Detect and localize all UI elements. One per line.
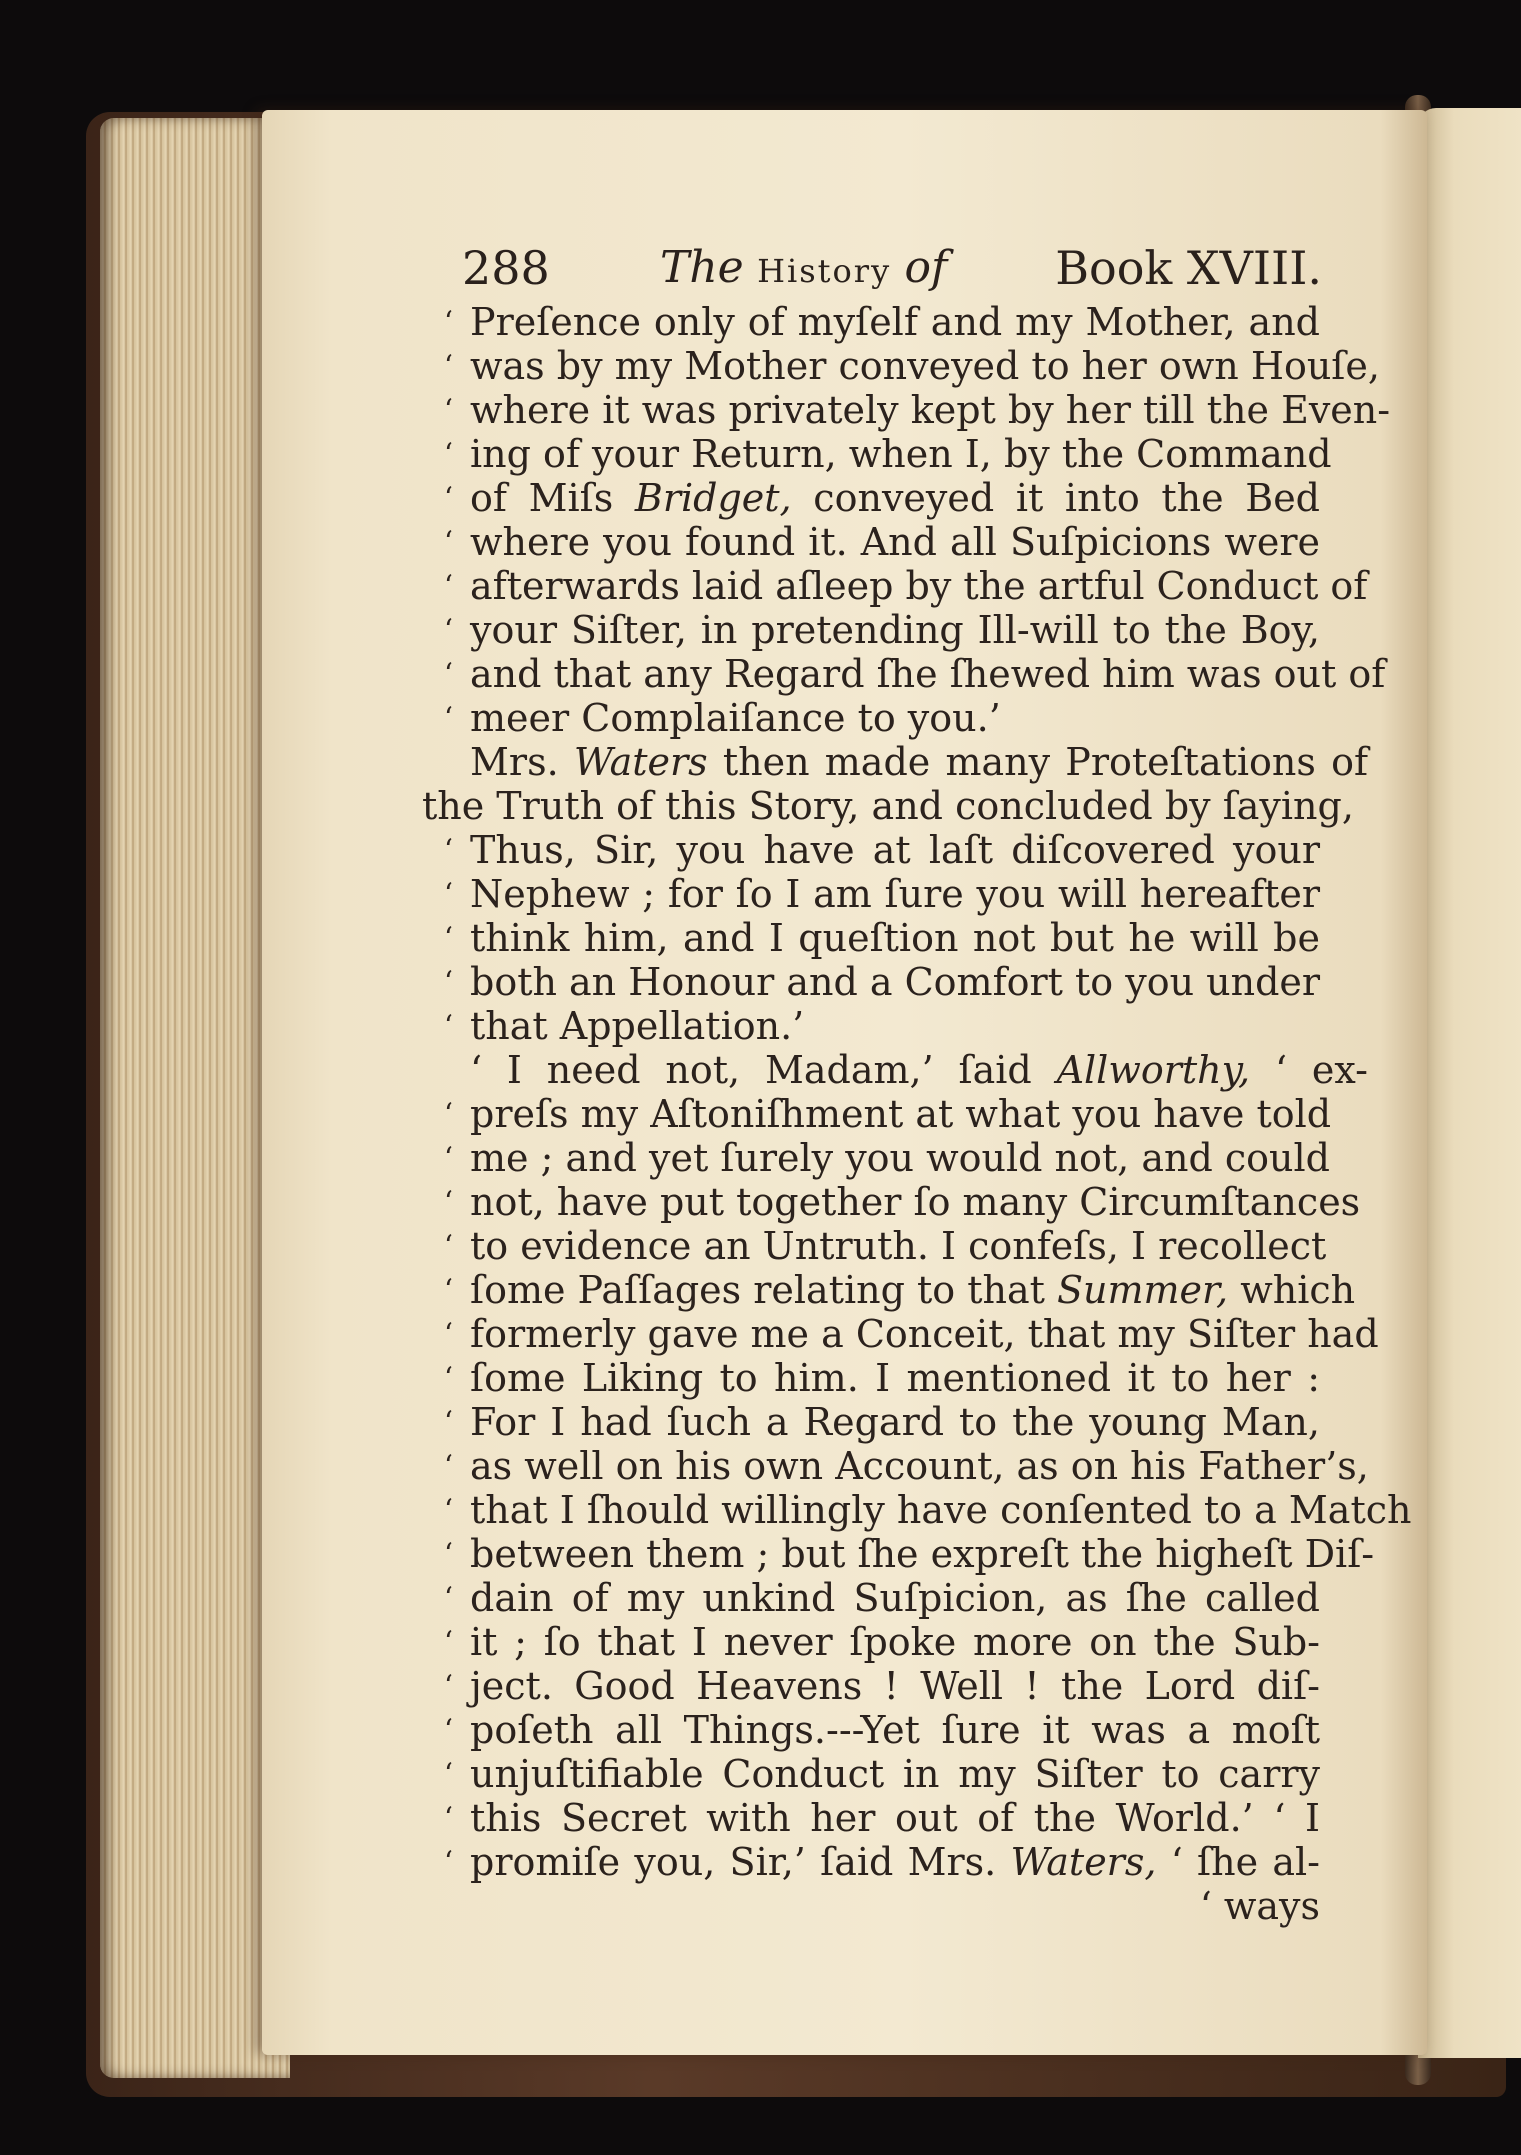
text-line: ‘ where you found it. And all Suſpicions were bbox=[444, 520, 1320, 564]
text-line: ‘ poſeth all Things.---Yet ſure it was a moſt bbox=[444, 1708, 1320, 1752]
text-line: ‘ preſs my Aſtoniſhment at what you have told bbox=[444, 1092, 1332, 1136]
page-number: 288 bbox=[462, 241, 550, 295]
quote-mark: ‘ bbox=[444, 833, 453, 866]
quote-mark: ‘ bbox=[444, 1713, 453, 1746]
text-line: ‘ ſome Liking to him. I mentioned it to her : bbox=[444, 1356, 1320, 1400]
quote-mark: ‘ bbox=[444, 1185, 453, 1218]
paragraph-start: ‘ I need not, Madam,’ ſaid Allworthy, ‘ ex- bbox=[470, 1048, 1368, 1092]
text-line: ‘ that Appellation.’ bbox=[444, 1004, 805, 1048]
text-line: ‘ your Siſter, in pretending Ill-will to the Boy, bbox=[444, 608, 1320, 652]
quote-mark: ‘ bbox=[444, 1317, 453, 1350]
italic-name: Summer, bbox=[1056, 1268, 1229, 1312]
text-line: ‘ afterwards laid aſleep by the artful Conduct of bbox=[444, 564, 1368, 608]
text-line: ‘ formerly gave me a Conceit, that my Siſter had bbox=[444, 1312, 1379, 1356]
body-text bbox=[422, 300, 1412, 1928]
text-line: ‘ ſome Paſſages relating to that Summer, which bbox=[444, 1268, 1356, 1312]
text-line: ‘ where it was privately kept by her till the Even- bbox=[444, 388, 1391, 432]
text-line: ‘ think him, and I queſtion not but he will be bbox=[444, 916, 1320, 960]
quote-mark: ‘ bbox=[444, 349, 453, 382]
text-line: ‘ not, have put together ſo many Circumſtances bbox=[444, 1180, 1361, 1224]
text-line: ‘ Thus, Sir, you have at laſt diſcovered your bbox=[444, 828, 1320, 872]
text-line: ‘ ing of your Return, when I, by the Command bbox=[444, 432, 1332, 476]
text-line: ‘ Preſence only of myſelf and my Mother, and bbox=[444, 300, 1320, 344]
running-title bbox=[660, 238, 947, 301]
quote-mark: ‘ bbox=[444, 921, 453, 954]
catchword: ‘ ways bbox=[1199, 1884, 1320, 1928]
italic-name: Allworthy, bbox=[1056, 1048, 1251, 1092]
text-line: ‘ between them ; but ſhe expreſt the higheſt Diſ- bbox=[444, 1532, 1375, 1576]
title-word: History bbox=[757, 252, 892, 290]
text-line: ‘ this Secret with her out of the World.’ ‘ I bbox=[444, 1796, 1320, 1840]
text-line: ‘ promiſe you, Sir,’ ſaid Mrs. Waters, ‘ ſhe al- bbox=[444, 1840, 1320, 1884]
facing-page-edge bbox=[1418, 108, 1521, 2058]
text-line: ‘ both an Honour and a Comfort to you under bbox=[444, 960, 1321, 1004]
quote-mark: ‘ bbox=[444, 1493, 453, 1526]
book-label: Book XVIII. bbox=[1055, 241, 1322, 295]
title-prefix: The bbox=[660, 242, 744, 293]
quote-mark: ‘ bbox=[444, 1009, 453, 1042]
text-line: ‘ Nephew ; for ſo I am ſure you will hereafter bbox=[444, 872, 1320, 916]
quote-mark: ‘ bbox=[444, 1097, 453, 1130]
quote-mark: ‘ bbox=[444, 1361, 453, 1394]
quote-mark: ‘ bbox=[444, 569, 453, 602]
italic-name: Bridget, bbox=[634, 476, 792, 520]
quote-mark: ‘ bbox=[444, 1669, 453, 1702]
quote-mark: ‘ bbox=[444, 965, 453, 998]
quote-mark: ‘ bbox=[444, 1625, 453, 1658]
text-line: ‘ dain of my unkind Suſpicion, as ſhe called bbox=[444, 1576, 1320, 1620]
paragraph-start: Mrs. Waters then made many Proteſtations of bbox=[470, 740, 1369, 784]
text-line: ‘ ject. Good Heavens ! Well ! the Lord diſ- bbox=[444, 1664, 1320, 1708]
italic-name: Waters bbox=[573, 740, 708, 784]
quote-mark: ‘ bbox=[444, 1273, 453, 1306]
quote-mark: ‘ bbox=[444, 1757, 453, 1790]
text-line: ‘ meer Complaiſance to you.’ bbox=[444, 696, 1001, 740]
quote-mark: ‘ bbox=[444, 657, 453, 690]
quote-mark: ‘ bbox=[444, 1229, 453, 1262]
text-line: ‘ as well on his own Account, as on his Father’s, bbox=[444, 1444, 1369, 1488]
text-line: the Truth of this Story, and concluded by ſaying, bbox=[422, 784, 1354, 828]
text-line: ‘ me ; and yet ſurely you would not, and could bbox=[444, 1136, 1330, 1180]
text-line: ‘ unjuſtifiable Conduct in my Siſter to carry bbox=[444, 1752, 1320, 1796]
text-line: ‘ that I ſhould willingly have conſented to a Match bbox=[444, 1488, 1412, 1532]
text-line: ‘ it ; ſo that I never ſpoke more on the Sub- bbox=[444, 1620, 1320, 1664]
text-line: ‘ For I had ſuch a Regard to the young Man, bbox=[444, 1400, 1320, 1444]
quote-mark: ‘ bbox=[444, 1449, 453, 1482]
quote-mark: ‘ bbox=[444, 1537, 453, 1570]
title-suffix: of bbox=[904, 242, 948, 293]
quote-mark: ‘ bbox=[444, 393, 453, 426]
quote-mark: ‘ bbox=[444, 1845, 453, 1878]
quote-mark: ‘ bbox=[444, 1581, 453, 1614]
italic-name: Waters, bbox=[1010, 1840, 1157, 1884]
quote-mark: ‘ bbox=[444, 1141, 453, 1174]
quote-mark: ‘ bbox=[444, 437, 453, 470]
quote-mark: ‘ bbox=[444, 877, 453, 910]
text-line: ‘ was by my Mother conveyed to her own Houſe, bbox=[444, 344, 1380, 388]
running-header bbox=[462, 238, 1322, 298]
text-line: ‘ to evidence an Untruth. I confeſs, I recollect bbox=[444, 1224, 1327, 1268]
quote-mark: ‘ bbox=[444, 305, 453, 338]
quote-mark: ‘ bbox=[444, 1405, 453, 1438]
quote-mark: ‘ bbox=[444, 701, 453, 734]
quote-mark: ‘ bbox=[444, 525, 453, 558]
text-line: ‘ of Miſs Bridget, conveyed it into the Bed bbox=[444, 476, 1321, 520]
quote-mark: ‘ bbox=[444, 613, 453, 646]
quote-mark: ‘ bbox=[444, 481, 453, 514]
quote-mark: ‘ bbox=[444, 1801, 453, 1834]
text-line: ‘ and that any Regard ſhe ſhewed him was out of bbox=[444, 652, 1386, 696]
